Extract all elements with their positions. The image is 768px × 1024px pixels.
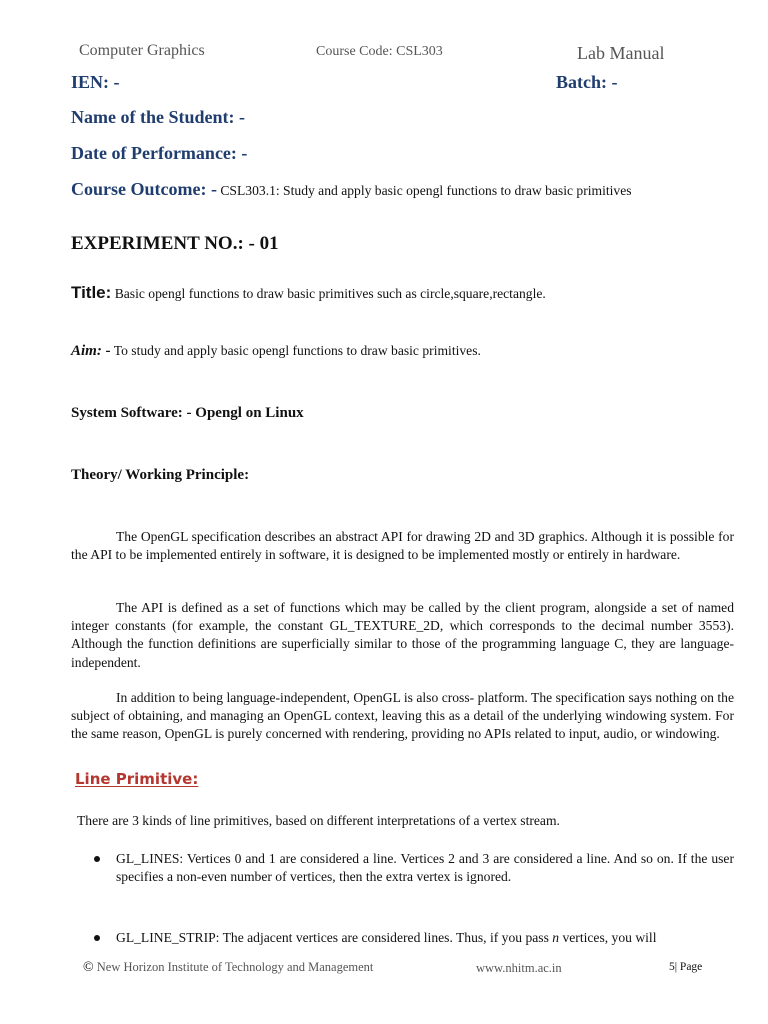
bullet2-text-a: GL_LINE_STRIP: The adjacent vertices are considered lines. Thus, if you pass <box>116 930 553 945</box>
course-outcome-value: CSL303.1: Study and apply basic opengl functions to draw basic primitives <box>216 183 632 198</box>
student-name-field: Name of the Student: - <box>71 107 245 127</box>
software-label: System Software: - <box>71 405 196 421</box>
course-outcome-line <box>71 179 632 200</box>
title-line <box>71 283 546 303</box>
page-number: 5 <box>669 961 675 973</box>
footer-page <box>669 961 702 973</box>
batch-field: Batch: - <box>556 72 618 92</box>
bullet-dot-2 <box>94 935 100 941</box>
aim-value: To study and apply basic opengl functions to draw basic primitives. <box>110 343 481 358</box>
theory-paragraph-2: The API is defined as a set of functions which may be called by the client program, alongside a set of named integer constants (for example, the constant GL_TEXTURE_2D, which corresponds to the decimal number 3553). Although the function definitions are superficially similar to those of the programming language C, they are language-independent. <box>71 600 734 670</box>
bullet2-text-b: vertices, you will <box>559 930 657 945</box>
aim-line <box>71 342 481 360</box>
theory-heading: Theory/ Working Principle: <box>71 467 250 483</box>
theory-paragraph-3: In addition to being language-independent, OpenGL is also cross- platform. The specification says nothing on the subject of obtaining, and managing an OpenGL context, leaving this as a detail of the underlying windowing system. For the same reason, OpenGL is purely concerned with rendering, providing no APIs related to input, audio, or windowing. <box>71 690 734 742</box>
date-performance-field: Date of Performance: - <box>71 143 248 163</box>
header-subject: Computer Graphics <box>79 42 205 59</box>
bullet-dot-1 <box>94 856 100 862</box>
aim-label: Aim: - <box>71 343 111 359</box>
bullet2-text-n: n <box>552 930 560 945</box>
experiment-number: EXPERIMENT NO.: - 01 <box>71 233 279 254</box>
footer-website: www.nhitm.ac.in <box>476 961 562 975</box>
copyright-symbol: © <box>83 960 94 975</box>
system-software-line <box>71 405 304 422</box>
footer-institute <box>83 960 373 976</box>
line-primitive-heading: Line Primitive: <box>75 770 199 788</box>
software-value: Opengl on Linux <box>195 405 304 421</box>
institute-name: New Horizon Institute of Technology and Management <box>93 960 374 974</box>
theory-paragraph-1: The OpenGL specification describes an abstract API for drawing 2D and 3D graphics. Although it is possible for the API to be implemented entirely in software, it is designed to be implemented mostly or entirely in hardware. <box>71 529 734 563</box>
title-label: Title: <box>71 283 112 302</box>
ien-field: IEN: - <box>71 72 120 92</box>
bullet-gl-lines: GL_LINES: Vertices 0 and 1 are considered a line. Vertices 2 and 3 are considered a line. And so on. If the user specifies a non-even number of vertices, then the extra vertex is ignored. <box>116 851 734 885</box>
line-primitive-intro: There are 3 kinds of line primitives, based on different interpretations of a vertex stream. <box>77 813 560 828</box>
page-label: | Page <box>674 961 703 973</box>
title-value: Basic opengl functions to draw basic primitives such as circle,square,rectangle. <box>111 286 546 301</box>
header-lab-manual: Lab Manual <box>577 43 665 63</box>
header-course-code: Course Code: CSL303 <box>316 44 443 59</box>
bullet-gl-line-strip <box>116 929 734 947</box>
course-outcome-label: Course Outcome: - <box>71 179 217 199</box>
